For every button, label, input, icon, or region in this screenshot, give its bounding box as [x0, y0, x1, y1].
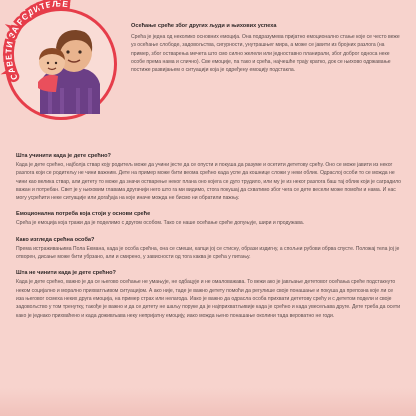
section-emotional-need — [16, 211, 401, 227]
section-paragraph: Када је дете срећно, важно је да се његово осећање не умањује, не одбацује и не омаловажава. То вежи ако је јављање дететовог осећања среће подстакнуто неком социјално и морално прихватљивом ситуацијом. А ако није, таде је важно детету помоћи да регулише своје понашање и покуша да препозна које ли се иза његовог осмеха неких друга емоција, на пример страх или нелагода. Иако је важно да одрасла особа прихвати дететову срећу и с дететом подели и своје задовољство у том тренутку, такође је важно и да се детету не шаљу поруке да је најприхватљивије када је срећно и када увесељава друге. Дете треба да осети како је једнако прихваћено и када доживљава неку непријатну емоцију, иако можда њено понашање околини тада вероватно не годи. — [16, 279, 401, 319]
section-title: Шта учинити када је дете срећно? — [16, 153, 111, 159]
bottom-gradient — [0, 388, 416, 416]
section-what-not-to-do — [16, 270, 401, 319]
header-illustration-area — [0, 0, 130, 130]
section-title: Емоционална потреба која стоји у основи среће — [16, 211, 151, 218]
section-title: Шта не чинити када је дете срећно? — [16, 270, 116, 277]
section-paragraph: Према истраживањима Пола Екмана, када је особа срећна, она се смеши, капци јој се стиснy, образи издигну, а спољни рубови обрва спусте. Положај тела јој је отворен, дисање може бити убрзано, али и смирено, у зависности од тога каква је срећа у питању. — [16, 245, 400, 261]
section-paragraph: Када је дете срећно, најболја ствар коју родитељ може да учини јесте да се опусти и покуша да разуме и осетити дететову срећу. Оно се може јавити из неког разлога који се родитељу не чини важним. Дете на пример може бити веома срећно када успе да кошнице сложи у неки облик. Одраслој особи то се можда не чини као велика ствар, али детету то може да значи остварење неког плана оно којега се дуго трудило, или му је из неког разлога баш тај облик који је саградило важан и потребан. Свет је у њиховим главама другачији него што га ми видимо, стога покушај да схватимо због чега се дете весели може помоћи и нама. И нас могу усрећити неке ситуације или догађаја на које иначе можда не бисмо ни обратили пажњу. — [16, 162, 401, 202]
badge-title-arc — [0, 0, 130, 130]
main-content — [16, 153, 401, 329]
intro-paragraph: Срећа је једна од неколико основних емоција. Она подразумева пријатно емоционално стање које се често веже уз осећање слободе, задовољства, сигурности, унутрашњег мира, а може се јавити из бројних разлога (на пример, због остварења мечета што смо силно желели или једноставно планирали, због доброг односа неке особе према нама и слично). Све емоције, па тако и срећа, најчешће трају кратко, док се њихово одржавање постиже развијањем о ситуацији која је одређену емоцију подстакла. — [131, 34, 400, 74]
badge-title: САВЕТИ ЗА РОДИТЕЉЕ — [3, 0, 70, 82]
intro-block — [131, 23, 401, 74]
section-title: Како изгледа срећна особа? — [16, 236, 95, 243]
svg-text:САВЕТИ ЗА РОДИТЕЉЕ — [3, 0, 69, 82]
section-what-to-do — [16, 153, 401, 202]
intro-title: Осећање среће због других људи и њихових успеха — [131, 23, 277, 29]
section-paragraph: Срећа је емоција која тражи да је поделимо с другом особом. Тако се наше осећање среће допуњује, шири и продужава. — [16, 220, 305, 227]
section-how-happy-looks — [16, 237, 401, 262]
